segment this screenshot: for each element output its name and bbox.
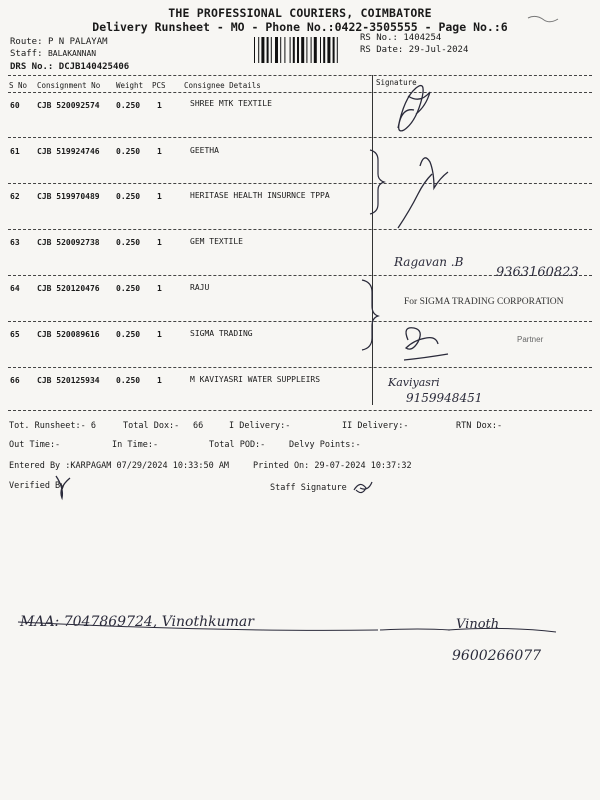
verified-by: Verified By [9,481,66,491]
row-sno: 62 [10,192,20,201]
company-stamp-text: For SIGMA TRADING CORPORATION [404,297,564,307]
table-header-rule [8,92,592,93]
rs-no-row [360,33,441,43]
route-label: Route: [10,37,43,47]
total-dox-value: 66 [193,421,204,431]
staff-label: Staff: [10,49,43,59]
brace-icon [362,280,378,350]
row-sno: 66 [10,376,20,385]
row-consignment: CJB 520089616 [37,330,100,339]
rs-no-value: 1404254 [403,33,442,43]
route-value: P N PALAYAM [47,37,108,47]
col-weight: Weight [116,81,144,90]
bottom-handwritten-note: MAA: 7047869724, Vinothkumar [20,614,254,630]
row-pcs: 1 [157,330,162,339]
staff-value: BALAKANNAN [47,49,97,58]
row-consignment: CJB 520125934 [37,376,100,385]
stamp-partner-text: Partner [517,335,544,344]
drs-value: DCJB140425406 [58,62,130,72]
staff-signature-label: Staff Signature [270,483,347,493]
row-weight: 0.250 [116,147,141,156]
row-sno: 61 [10,147,20,156]
row-rule [8,137,592,138]
row-consignee: SIGMA TRADING [190,329,253,338]
row-consignee: GEETHA [190,146,219,155]
table-top-rule [8,75,592,76]
row-pcs: 1 [157,101,162,110]
drs-label: DRS No.: [10,62,54,72]
row-weight: 0.250 [116,192,141,201]
signature-row61-icon [398,158,448,228]
strike-line [448,628,556,632]
staff-row [10,49,96,59]
col-signature: Signature [376,78,417,87]
col-sno: S No [9,81,28,90]
bottom-handwritten-phone: 9600266077 [452,648,542,664]
table-bottom-rule [8,410,592,411]
rs-date-value: 29-Jul-2024 [408,45,469,55]
row-weight: 0.250 [116,238,141,247]
row-sno: 65 [10,330,20,339]
entered-by: Entered By :KARPAGAM 07/29/2024 10:33:50 AM [9,461,230,471]
row-consignee: GEM TEXTILE [190,237,243,246]
total-dox-label: Total Dox:- [123,421,180,431]
col-pcs: PCS [152,81,166,90]
printed-on: Printed On: 29-07-2024 10:37:32 [253,461,412,471]
col-consignee: Consignee Details [184,81,261,90]
row-consignment: CJB 519924746 [37,147,100,156]
row-consignment: CJB 520120476 [37,284,100,293]
bottom-handwritten-name: Vinoth [456,617,500,632]
tot-runsheet: Tot. Runsheet:- 6 [9,421,96,431]
row-rule [8,275,592,276]
row-consignee: M KAVIYASRI WATER SUPPLEIRS [190,375,321,384]
row-pcs: 1 [157,238,162,247]
i-delivery: I Delivery:- [229,421,291,431]
row-consignee: HERITASE HEALTH INSURNCE TPPA [190,191,330,200]
staff-signature-icon [354,482,372,493]
row-consignment: CJB 519970489 [37,192,100,201]
row66-handwritten-phone: 9159948451 [406,391,483,405]
row-consignment: CJB 520092738 [37,238,100,247]
row-pcs: 1 [157,284,162,293]
signature-column-rule [372,75,373,405]
signature-row65-icon [404,328,448,360]
row-consignee: RAJU [190,283,210,292]
delvy-points: Delvy Points:- [289,440,361,450]
row-pcs: 1 [157,192,162,201]
row-rule [8,183,592,184]
route-row [10,37,108,47]
row-consignee: SHREE MTK TEXTILE [190,99,272,108]
row63-handwritten-phone: 9363160823 [496,265,579,280]
row-consignment: CJB 520092574 [37,101,100,110]
row-weight: 0.250 [116,376,141,385]
row-weight: 0.250 [116,284,141,293]
rs-no-label: RS No.: [360,33,398,43]
row-rule [8,321,592,322]
row-sno: 64 [10,284,20,293]
row-rule [8,367,592,368]
strike-line [380,629,450,630]
ii-delivery: II Delivery:- [342,421,409,431]
rs-date-label: RS Date: [360,45,404,55]
row-sno: 63 [10,238,20,247]
barcode-image [253,36,353,64]
col-consignment: Consignment No [37,81,101,90]
total-pod: Total POD:- [209,440,266,450]
row63-handwritten-name: Ragavan .B [394,255,464,269]
row-rule [8,229,592,230]
out-time: Out Time:- [9,440,61,450]
row-weight: 0.250 [116,330,141,339]
row66-handwritten-name: Kaviyasri [388,376,440,389]
drs-row [10,62,129,72]
row-pcs: 1 [157,147,162,156]
company-title: THE PROFESSIONAL COURIERS, COIMBATORE [168,6,432,20]
strike-line [18,622,378,630]
in-time: In Time:- [112,440,159,450]
runsheet-subtitle: Delivery Runsheet - MO - Phone No.:0422-3505555 - Page No.:6 [92,20,508,34]
row-sno: 60 [10,101,20,110]
row-pcs: 1 [157,376,162,385]
row-weight: 0.250 [116,101,141,110]
rtn-dox: RTN Dox:- [456,421,503,431]
rs-date-row [360,45,468,55]
